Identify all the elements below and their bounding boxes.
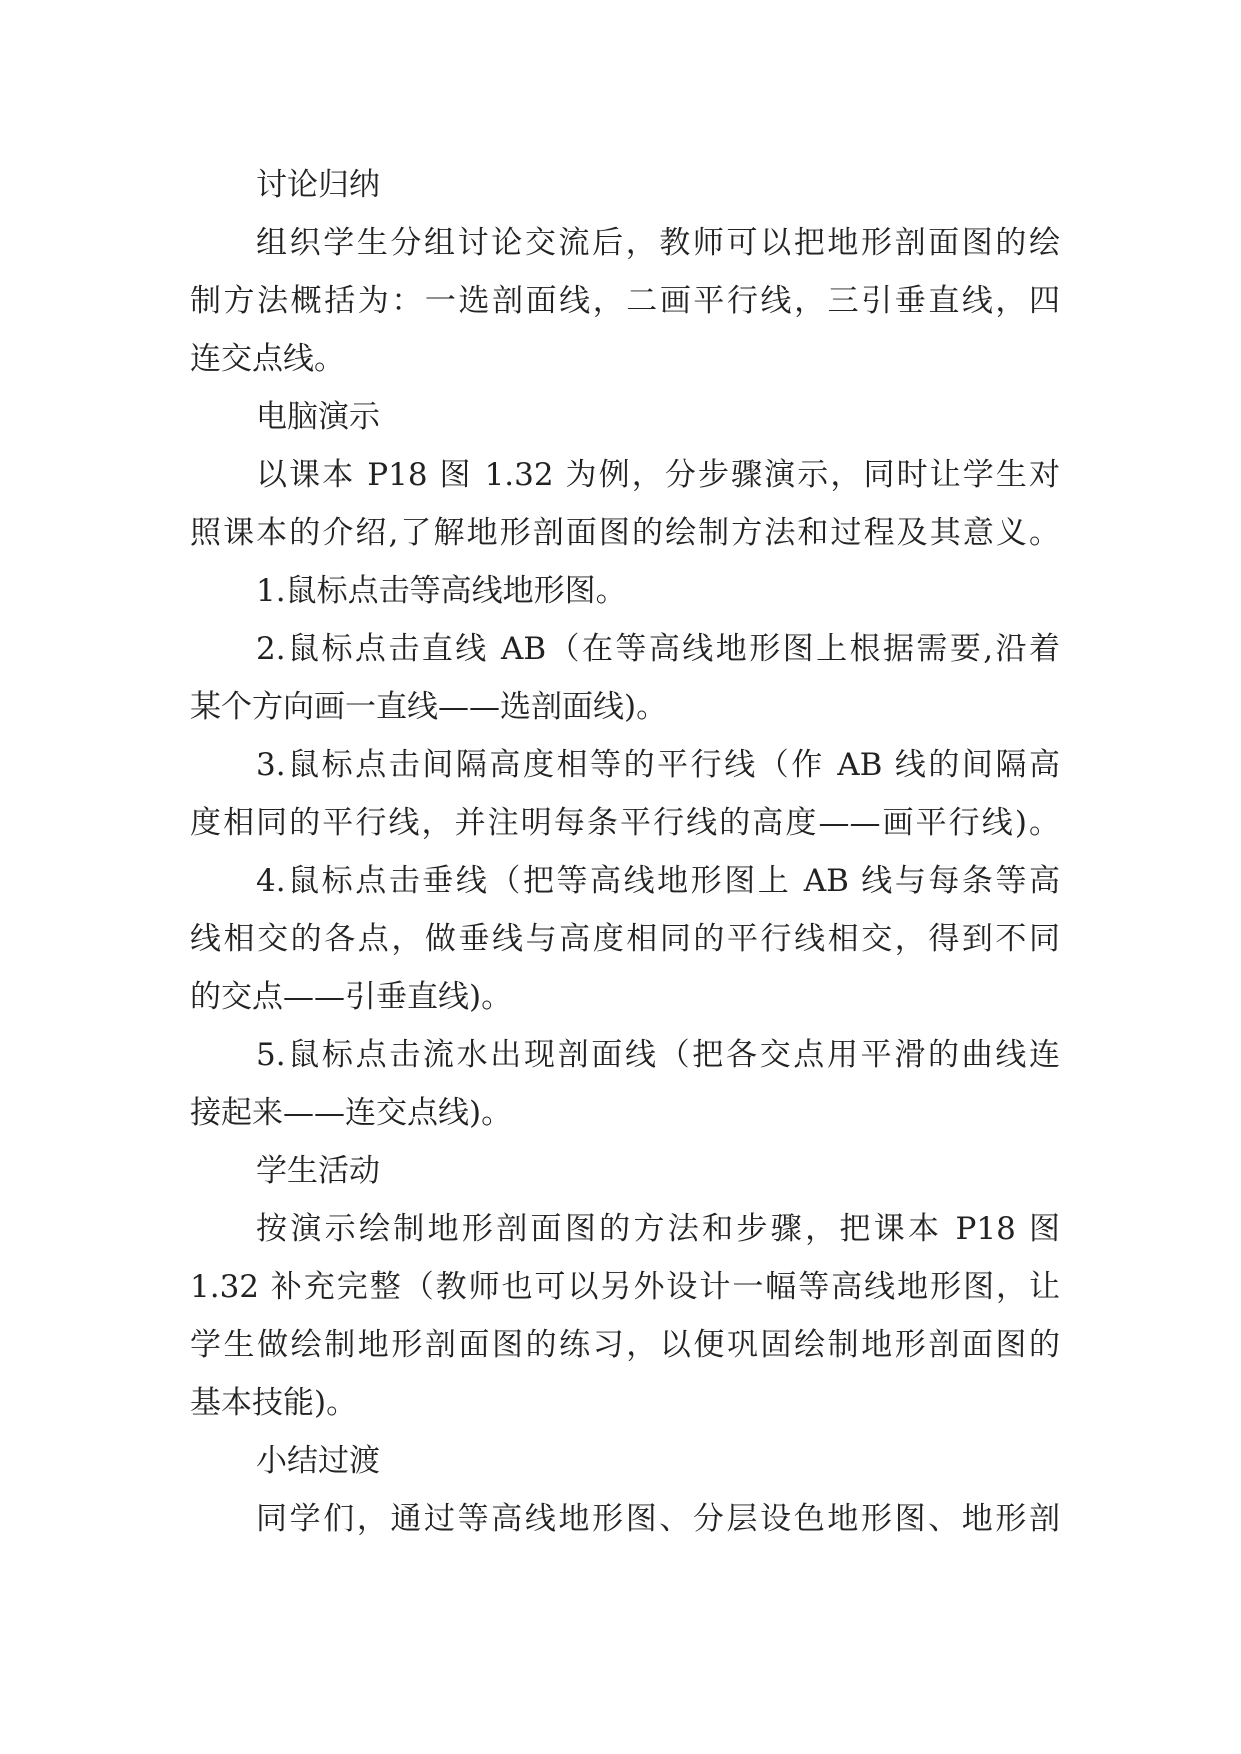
text-line: 按演示绘制地形剖面图的方法和步骤，把课本 P18 图 xyxy=(256,1211,1060,1247)
text-line: 的交点——引垂直线)。 xyxy=(190,979,513,1015)
section-heading: 学生活动 xyxy=(256,1153,380,1189)
list-item: 5.鼠标点击流水出现剖面线（把各交点用平滑的曲线连 xyxy=(256,1037,1060,1073)
list-item: 3.鼠标点击间隔高度相等的平行线（作 AB 线的间隔高 xyxy=(256,747,1060,783)
section-heading: 电脑演示 xyxy=(256,399,380,435)
text-line: 线相交的各点，做垂线与高度相同的平行线相交，得到不同 xyxy=(190,921,1060,957)
list-item: 1.鼠标点击等高线地形图。 xyxy=(256,573,627,609)
section-heading: 小结过渡 xyxy=(256,1443,380,1479)
text-line: 组织学生分组讨论交流后，教师可以把地形剖面图的绘 xyxy=(256,225,1060,261)
text-line: 基本技能)。 xyxy=(190,1385,358,1421)
text-line: 制方法概括为：一选剖面线，二画平行线，三引垂直线，四 xyxy=(190,283,1060,319)
list-item: 4.鼠标点击垂线（把等高线地形图上 AB 线与每条等高 xyxy=(256,863,1060,899)
section-heading: 讨论归纳 xyxy=(256,167,380,203)
list-item: 2.鼠标点击直线 AB（在等高线地形图上根据需要,沿着 xyxy=(256,631,1060,667)
text-line: 照课本的介绍,了解地形剖面图的绘制方法和过程及其意义。 xyxy=(190,515,1060,551)
text-line: 连交点线。 xyxy=(190,341,345,377)
text-line: 某个方向画一直线——选剖面线)。 xyxy=(190,689,668,725)
text-line: 学生做绘制地形剖面图的练习，以便巩固绘制地形剖面图的 xyxy=(190,1327,1060,1363)
text-line: 度相同的平行线，并注明每条平行线的高度——画平行线)。 xyxy=(190,805,1060,841)
text-line: 以课本 P18 图 1.32 为例，分步骤演示，同时让学生对 xyxy=(256,457,1060,493)
text-line: 接起来——连交点线)。 xyxy=(190,1095,513,1131)
text-line: 同学们，通过等高线地形图、分层设色地形图、地形剖 xyxy=(256,1501,1060,1537)
text-line: 1.32 补充完整（教师也可以另外设计一幅等高线地形图，让 xyxy=(190,1269,1060,1305)
